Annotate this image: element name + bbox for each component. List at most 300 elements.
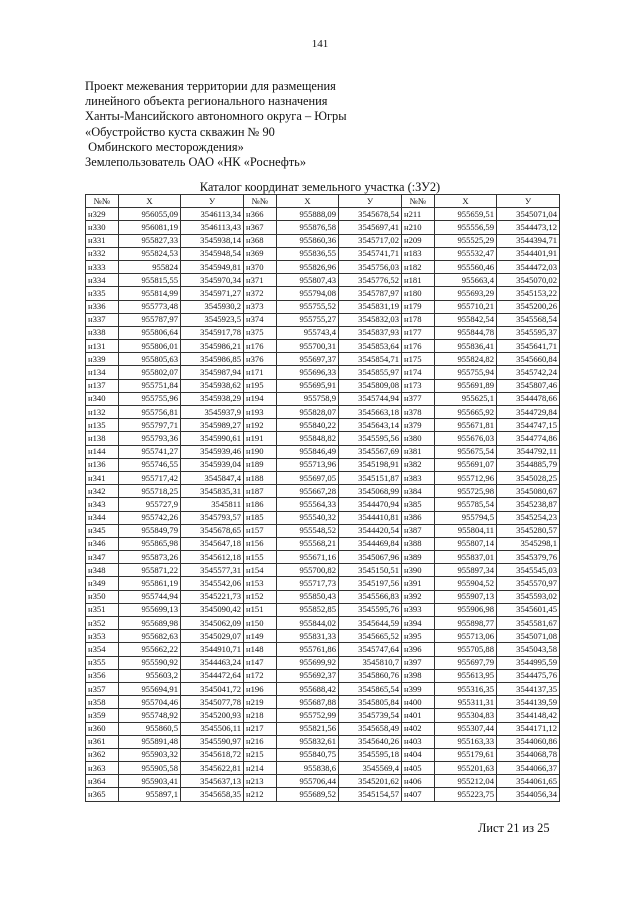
point-id-cell: н149 xyxy=(244,630,277,643)
x-coordinate-cell: 955675,54 xyxy=(435,445,497,458)
point-id-cell: н364 xyxy=(86,775,119,788)
table-row xyxy=(86,735,560,748)
point-id-cell: н333 xyxy=(86,260,119,273)
x-coordinate-cell: 955844,02 xyxy=(277,617,339,630)
x-coordinate-cell: 955718,25 xyxy=(119,485,181,498)
point-id-cell: н339 xyxy=(86,353,119,366)
x-coordinate-cell: 955706,44 xyxy=(277,775,339,788)
y-coordinate-cell: 3545660,84 xyxy=(497,353,560,366)
header-line: «Обустройство куста скважин № 90 xyxy=(85,124,275,139)
y-coordinate-cell: 3545837,93 xyxy=(339,326,402,339)
y-coordinate-cell: 3545938,29 xyxy=(181,392,244,405)
x-coordinate-cell: 955532,47 xyxy=(435,247,497,260)
point-id-cell: н377 xyxy=(402,392,435,405)
y-coordinate-cell: 3545949,81 xyxy=(181,260,244,273)
point-id-cell: н346 xyxy=(86,537,119,550)
x-coordinate-cell: 955824,82 xyxy=(435,353,497,366)
point-id-cell: н362 xyxy=(86,748,119,761)
point-id-cell: н183 xyxy=(402,247,435,260)
point-id-cell: н337 xyxy=(86,313,119,326)
x-coordinate-cell: 955727,9 xyxy=(119,498,181,511)
y-coordinate-cell: 3544066,37 xyxy=(497,762,560,775)
table-row xyxy=(86,696,560,709)
y-coordinate-cell: 3545811 xyxy=(181,498,244,511)
y-coordinate-cell: 3545658,49 xyxy=(339,722,402,735)
y-coordinate-cell: 3545151,87 xyxy=(339,471,402,484)
x-coordinate-cell: 955846,49 xyxy=(277,445,339,458)
y-coordinate-cell: 3545090,42 xyxy=(181,603,244,616)
y-coordinate-cell: 3545070,02 xyxy=(497,274,560,287)
x-coordinate-cell: 955752,99 xyxy=(277,709,339,722)
y-coordinate-cell: 3545756,03 xyxy=(339,260,402,273)
point-id-cell: н335 xyxy=(86,287,119,300)
point-id-cell: н372 xyxy=(244,287,277,300)
point-id-cell: н347 xyxy=(86,551,119,564)
y-coordinate-cell: 3545595,18 xyxy=(339,748,402,761)
point-id-cell: н156 xyxy=(244,537,277,550)
x-coordinate-cell: 955304,83 xyxy=(435,709,497,722)
point-id-cell: н341 xyxy=(86,471,119,484)
y-coordinate-cell: 3545254,23 xyxy=(497,511,560,524)
y-coordinate-cell: 3545581,67 xyxy=(497,617,560,630)
y-coordinate-cell: 3545577,31 xyxy=(181,564,244,577)
x-coordinate-cell: 955697,79 xyxy=(435,656,497,669)
x-coordinate-cell: 955761,86 xyxy=(277,643,339,656)
x-coordinate-cell: 955828,07 xyxy=(277,406,339,419)
point-id-cell: н406 xyxy=(402,775,435,788)
point-id-cell: н182 xyxy=(402,260,435,273)
column-header: У xyxy=(339,195,402,208)
y-coordinate-cell: 3545939,04 xyxy=(181,458,244,471)
y-coordinate-cell: 3545029,07 xyxy=(181,630,244,643)
x-coordinate-cell: 955861,19 xyxy=(119,577,181,590)
y-coordinate-cell: 3545987,94 xyxy=(181,366,244,379)
y-coordinate-cell: 3545637,13 xyxy=(181,775,244,788)
y-coordinate-cell: 3544472,64 xyxy=(181,669,244,682)
y-coordinate-cell: 3544475,76 xyxy=(497,669,560,682)
x-coordinate-cell: 955713,06 xyxy=(435,630,497,643)
y-coordinate-cell: 3544885,79 xyxy=(497,458,560,471)
table-row xyxy=(86,274,560,287)
point-id-cell: н134 xyxy=(86,366,119,379)
y-coordinate-cell: 3545153,22 xyxy=(497,287,560,300)
y-coordinate-cell: 3545854,71 xyxy=(339,353,402,366)
y-coordinate-cell: 3545644,59 xyxy=(339,617,402,630)
x-coordinate-cell: 955758,9 xyxy=(277,392,339,405)
y-coordinate-cell: 3545601,45 xyxy=(497,603,560,616)
point-id-cell: н361 xyxy=(86,735,119,748)
header-line: Землепользователь ОАО «НК «Роснефть» xyxy=(85,155,307,170)
table-row xyxy=(86,313,560,326)
point-id-cell: н135 xyxy=(86,419,119,432)
x-coordinate-cell: 955671,81 xyxy=(435,419,497,432)
y-coordinate-cell: 3545280,57 xyxy=(497,524,560,537)
y-coordinate-cell: 3545739,54 xyxy=(339,709,402,722)
x-coordinate-cell: 955713,96 xyxy=(277,458,339,471)
table-row xyxy=(86,748,560,761)
table-row xyxy=(86,340,560,353)
y-coordinate-cell: 3545865,54 xyxy=(339,682,402,695)
point-id-cell: н399 xyxy=(402,682,435,695)
x-coordinate-cell: 955710,21 xyxy=(435,300,497,313)
column-header: №№ xyxy=(402,195,435,208)
point-id-cell: н330 xyxy=(86,221,119,234)
y-coordinate-cell: 3545939,46 xyxy=(181,445,244,458)
x-coordinate-cell: 955807,14 xyxy=(435,537,497,550)
table-row xyxy=(86,498,560,511)
table-header-row xyxy=(86,195,560,208)
point-id-cell: н332 xyxy=(86,247,119,260)
table-row xyxy=(86,208,560,221)
point-id-cell: н193 xyxy=(244,406,277,419)
y-coordinate-cell: 3545221,73 xyxy=(181,590,244,603)
column-header: №№ xyxy=(86,195,119,208)
table-row xyxy=(86,366,560,379)
sheet-number: Лист 21 из 25 xyxy=(478,821,550,835)
y-coordinate-cell: 3545835,31 xyxy=(181,485,244,498)
x-coordinate-cell: 955696,33 xyxy=(277,366,339,379)
x-coordinate-cell: 955699,92 xyxy=(277,656,339,669)
x-coordinate-cell: 955794,5 xyxy=(435,511,497,524)
y-coordinate-cell: 3545847,4 xyxy=(181,471,244,484)
x-coordinate-cell: 955307,44 xyxy=(435,722,497,735)
table-row xyxy=(86,603,560,616)
point-id-cell: н329 xyxy=(86,208,119,221)
y-coordinate-cell: 3545595,37 xyxy=(497,326,560,339)
y-coordinate-cell: 3545618,72 xyxy=(181,748,244,761)
point-id-cell: н340 xyxy=(86,392,119,405)
x-coordinate-cell: 955873,26 xyxy=(119,551,181,564)
y-coordinate-cell: 3545068,99 xyxy=(339,485,402,498)
table-row xyxy=(86,564,560,577)
y-coordinate-cell: 3544137,35 xyxy=(497,682,560,695)
table-row xyxy=(86,471,560,484)
point-id-cell: н342 xyxy=(86,485,119,498)
y-coordinate-cell: 3545593,02 xyxy=(497,590,560,603)
x-coordinate-cell: 955744,94 xyxy=(119,590,181,603)
y-coordinate-cell: 3544747,15 xyxy=(497,419,560,432)
y-coordinate-cell: 3545744,94 xyxy=(339,392,402,405)
y-coordinate-cell: 3544139,59 xyxy=(497,696,560,709)
point-id-cell: н185 xyxy=(244,511,277,524)
x-coordinate-cell: 955826,96 xyxy=(277,260,339,273)
table-row xyxy=(86,630,560,643)
x-coordinate-cell: 955840,22 xyxy=(277,419,339,432)
x-coordinate-cell: 955865,98 xyxy=(119,537,181,550)
x-coordinate-cell: 955821,56 xyxy=(277,722,339,735)
point-id-cell: н356 xyxy=(86,669,119,682)
point-id-cell: н181 xyxy=(402,274,435,287)
x-coordinate-cell: 955860,36 xyxy=(277,234,339,247)
point-id-cell: н344 xyxy=(86,511,119,524)
column-header: X xyxy=(435,195,497,208)
x-coordinate-cell: 955691,07 xyxy=(435,458,497,471)
x-coordinate-cell: 955797,71 xyxy=(119,419,181,432)
table-row xyxy=(86,247,560,260)
point-id-cell: н210 xyxy=(402,221,435,234)
y-coordinate-cell: 3545989,27 xyxy=(181,419,244,432)
y-coordinate-cell: 3545742,24 xyxy=(497,366,560,379)
x-coordinate-cell: 955831,33 xyxy=(277,630,339,643)
x-coordinate-cell: 955741,27 xyxy=(119,445,181,458)
point-id-cell: н136 xyxy=(86,458,119,471)
x-coordinate-cell: 955785,54 xyxy=(435,498,497,511)
column-header: X xyxy=(119,195,181,208)
y-coordinate-cell: 3545198,91 xyxy=(339,458,402,471)
point-id-cell: н351 xyxy=(86,603,119,616)
point-id-cell: н196 xyxy=(244,682,277,695)
point-id-cell: н392 xyxy=(402,590,435,603)
table-row xyxy=(86,260,560,273)
x-coordinate-cell: 955603,2 xyxy=(119,669,181,682)
y-coordinate-cell: 3545678,54 xyxy=(339,208,402,221)
table-row xyxy=(86,326,560,339)
y-coordinate-cell: 3545860,76 xyxy=(339,669,402,682)
x-coordinate-cell: 955712,96 xyxy=(435,471,497,484)
y-coordinate-cell: 3545071,04 xyxy=(497,208,560,221)
point-id-cell: н177 xyxy=(402,326,435,339)
x-coordinate-cell: 955836,55 xyxy=(277,247,339,260)
coordinates-table xyxy=(85,194,560,802)
y-coordinate-cell: 3545647,18 xyxy=(181,537,244,550)
y-coordinate-cell: 3544473,12 xyxy=(497,221,560,234)
point-id-cell: н384 xyxy=(402,485,435,498)
x-coordinate-cell: 955676,03 xyxy=(435,432,497,445)
x-coordinate-cell: 955687,88 xyxy=(277,696,339,709)
x-coordinate-cell: 955699,13 xyxy=(119,603,181,616)
x-coordinate-cell: 955667,28 xyxy=(277,485,339,498)
point-id-cell: н147 xyxy=(244,656,277,669)
table-row xyxy=(86,287,560,300)
y-coordinate-cell: 3545154,57 xyxy=(339,788,402,801)
y-coordinate-cell: 3545855,97 xyxy=(339,366,402,379)
point-id-cell: н195 xyxy=(244,379,277,392)
y-coordinate-cell: 3545805,84 xyxy=(339,696,402,709)
point-id-cell: н354 xyxy=(86,643,119,656)
y-coordinate-cell: 3545041,72 xyxy=(181,682,244,695)
y-coordinate-cell: 3545938,14 xyxy=(181,234,244,247)
point-id-cell: н398 xyxy=(402,669,435,682)
x-coordinate-cell: 955832,61 xyxy=(277,735,339,748)
point-id-cell: н382 xyxy=(402,458,435,471)
point-id-cell: н178 xyxy=(402,313,435,326)
table-row xyxy=(86,617,560,630)
y-coordinate-cell: 3545043,58 xyxy=(497,643,560,656)
x-coordinate-cell: 955689,52 xyxy=(277,788,339,801)
y-coordinate-cell: 3545641,71 xyxy=(497,340,560,353)
point-id-cell: н171 xyxy=(244,366,277,379)
table-row xyxy=(86,551,560,564)
point-id-cell: н383 xyxy=(402,471,435,484)
x-coordinate-cell: 955849,79 xyxy=(119,524,181,537)
point-id-cell: н373 xyxy=(244,300,277,313)
x-coordinate-cell: 955311,31 xyxy=(435,696,497,709)
header-line: Омбинского месторождения» xyxy=(85,139,244,154)
x-coordinate-cell: 955625,1 xyxy=(435,392,497,405)
y-coordinate-cell: 3545622,81 xyxy=(181,762,244,775)
table-row xyxy=(86,234,560,247)
table-row xyxy=(86,445,560,458)
x-coordinate-cell: 955717,42 xyxy=(119,471,181,484)
y-coordinate-cell: 3544061,65 xyxy=(497,775,560,788)
y-coordinate-cell: 3545595,56 xyxy=(339,432,402,445)
point-id-cell: н212 xyxy=(244,788,277,801)
y-coordinate-cell: 3545506,11 xyxy=(181,722,244,735)
x-coordinate-cell: 955897,1 xyxy=(119,788,181,801)
x-coordinate-cell: 955898,77 xyxy=(435,617,497,630)
point-id-cell: н217 xyxy=(244,722,277,735)
point-id-cell: н188 xyxy=(244,471,277,484)
table-row xyxy=(86,458,560,471)
y-coordinate-cell: 3545658,35 xyxy=(181,788,244,801)
x-coordinate-cell: 955689,98 xyxy=(119,617,181,630)
point-id-cell: н176 xyxy=(402,340,435,353)
y-coordinate-cell: 3545197,56 xyxy=(339,577,402,590)
x-coordinate-cell: 955794,08 xyxy=(277,287,339,300)
point-id-cell: н378 xyxy=(402,406,435,419)
x-coordinate-cell: 955692,37 xyxy=(277,669,339,682)
y-coordinate-cell: 3545201,62 xyxy=(339,775,402,788)
point-id-cell: н394 xyxy=(402,617,435,630)
x-coordinate-cell: 955814,99 xyxy=(119,287,181,300)
y-coordinate-cell: 3545567,69 xyxy=(339,445,402,458)
y-coordinate-cell: 3545568,54 xyxy=(497,313,560,326)
point-id-cell: н148 xyxy=(244,643,277,656)
y-coordinate-cell: 3545569,4 xyxy=(339,762,402,775)
point-id-cell: н345 xyxy=(86,524,119,537)
y-coordinate-cell: 3545590,97 xyxy=(181,735,244,748)
y-coordinate-cell: 3544410,81 xyxy=(339,511,402,524)
y-coordinate-cell: 3544469,84 xyxy=(339,537,402,550)
x-coordinate-cell: 955805,63 xyxy=(119,353,181,366)
x-coordinate-cell: 955907,13 xyxy=(435,590,497,603)
x-coordinate-cell: 955662,22 xyxy=(119,643,181,656)
x-coordinate-cell: 955827,33 xyxy=(119,234,181,247)
point-id-cell: н348 xyxy=(86,564,119,577)
point-id-cell: н367 xyxy=(244,221,277,234)
point-id-cell: н359 xyxy=(86,709,119,722)
point-id-cell: н151 xyxy=(244,603,277,616)
x-coordinate-cell: 955705,88 xyxy=(435,643,497,656)
point-id-cell: н174 xyxy=(402,366,435,379)
table-row xyxy=(86,419,560,432)
point-id-cell: н157 xyxy=(244,524,277,537)
y-coordinate-cell: 3545937,9 xyxy=(181,406,244,419)
table-caption: Каталог координат земельного участка (:ЗУ2) xyxy=(199,180,441,194)
point-id-cell: н355 xyxy=(86,656,119,669)
x-coordinate-cell: 955665,92 xyxy=(435,406,497,419)
x-coordinate-cell: 955815,55 xyxy=(119,274,181,287)
y-coordinate-cell: 3545077,78 xyxy=(181,696,244,709)
table-row xyxy=(86,762,560,775)
table-row xyxy=(86,300,560,313)
x-coordinate-cell: 955316,35 xyxy=(435,682,497,695)
point-id-cell: н381 xyxy=(402,445,435,458)
y-coordinate-cell: 3545570,97 xyxy=(497,577,560,590)
page-number: 141 xyxy=(311,38,329,50)
y-coordinate-cell: 3545938,62 xyxy=(181,379,244,392)
point-id-cell: н365 xyxy=(86,788,119,801)
point-id-cell: н152 xyxy=(244,590,277,603)
y-coordinate-cell: 3545970,34 xyxy=(181,274,244,287)
y-coordinate-cell: 3545853,64 xyxy=(339,340,402,353)
point-id-cell: н180 xyxy=(402,287,435,300)
x-coordinate-cell: 955806,01 xyxy=(119,340,181,353)
x-coordinate-cell: 955695,91 xyxy=(277,379,339,392)
point-id-cell: н391 xyxy=(402,577,435,590)
point-id-cell: н144 xyxy=(86,445,119,458)
point-id-cell: н219 xyxy=(244,696,277,709)
table-row xyxy=(86,788,560,801)
header-line: линейного объекта регионального назначения xyxy=(85,94,328,109)
point-id-cell: н380 xyxy=(402,432,435,445)
point-id-cell: н350 xyxy=(86,590,119,603)
y-coordinate-cell: 3544148,42 xyxy=(497,709,560,722)
x-coordinate-cell: 955806,64 xyxy=(119,326,181,339)
point-id-cell: н385 xyxy=(402,498,435,511)
x-coordinate-cell: 955905,58 xyxy=(119,762,181,775)
point-id-cell: н186 xyxy=(244,498,277,511)
y-coordinate-cell: 3545150,51 xyxy=(339,564,402,577)
table-row xyxy=(86,577,560,590)
y-coordinate-cell: 3545986,85 xyxy=(181,353,244,366)
point-id-cell: н214 xyxy=(244,762,277,775)
x-coordinate-cell: 955860,5 xyxy=(119,722,181,735)
column-header: №№ xyxy=(244,195,277,208)
x-coordinate-cell: 955876,58 xyxy=(277,221,339,234)
y-coordinate-cell: 3545741,71 xyxy=(339,247,402,260)
point-id-cell: н336 xyxy=(86,300,119,313)
x-coordinate-cell: 955891,48 xyxy=(119,735,181,748)
x-coordinate-cell: 955838,6 xyxy=(277,762,339,775)
point-id-cell: н192 xyxy=(244,419,277,432)
x-coordinate-cell: 955663,4 xyxy=(435,274,497,287)
point-id-cell: н216 xyxy=(244,735,277,748)
table-row xyxy=(86,590,560,603)
y-coordinate-cell: 3545595,76 xyxy=(339,603,402,616)
x-coordinate-cell: 955888,09 xyxy=(277,208,339,221)
y-coordinate-cell: 3545831,19 xyxy=(339,300,402,313)
x-coordinate-cell: 955804,11 xyxy=(435,524,497,537)
table-row xyxy=(86,656,560,669)
x-coordinate-cell: 955755,27 xyxy=(277,313,339,326)
x-coordinate-cell: 955746,55 xyxy=(119,458,181,471)
y-coordinate-cell: 3545542,06 xyxy=(181,577,244,590)
y-coordinate-cell: 3545298,1 xyxy=(497,537,560,550)
y-coordinate-cell: 3545028,25 xyxy=(497,471,560,484)
point-id-cell: н349 xyxy=(86,577,119,590)
x-coordinate-cell: 955179,61 xyxy=(435,748,497,761)
y-coordinate-cell: 3545379,76 xyxy=(497,551,560,564)
point-id-cell: н403 xyxy=(402,735,435,748)
point-id-cell: н138 xyxy=(86,432,119,445)
point-id-cell: н353 xyxy=(86,630,119,643)
y-coordinate-cell: 3545545,03 xyxy=(497,564,560,577)
point-id-cell: н155 xyxy=(244,551,277,564)
point-id-cell: н132 xyxy=(86,406,119,419)
x-coordinate-cell: 955836,41 xyxy=(435,340,497,353)
y-coordinate-cell: 3544910,71 xyxy=(181,643,244,656)
x-coordinate-cell: 955694,91 xyxy=(119,682,181,695)
x-coordinate-cell: 955848,82 xyxy=(277,432,339,445)
x-coordinate-cell: 955163,33 xyxy=(435,735,497,748)
y-coordinate-cell: 3545071,08 xyxy=(497,630,560,643)
x-coordinate-cell: 955700,82 xyxy=(277,564,339,577)
y-coordinate-cell: 3545807,46 xyxy=(497,379,560,392)
x-coordinate-cell: 955223,75 xyxy=(435,788,497,801)
table-row xyxy=(86,722,560,735)
x-coordinate-cell: 955525,29 xyxy=(435,234,497,247)
